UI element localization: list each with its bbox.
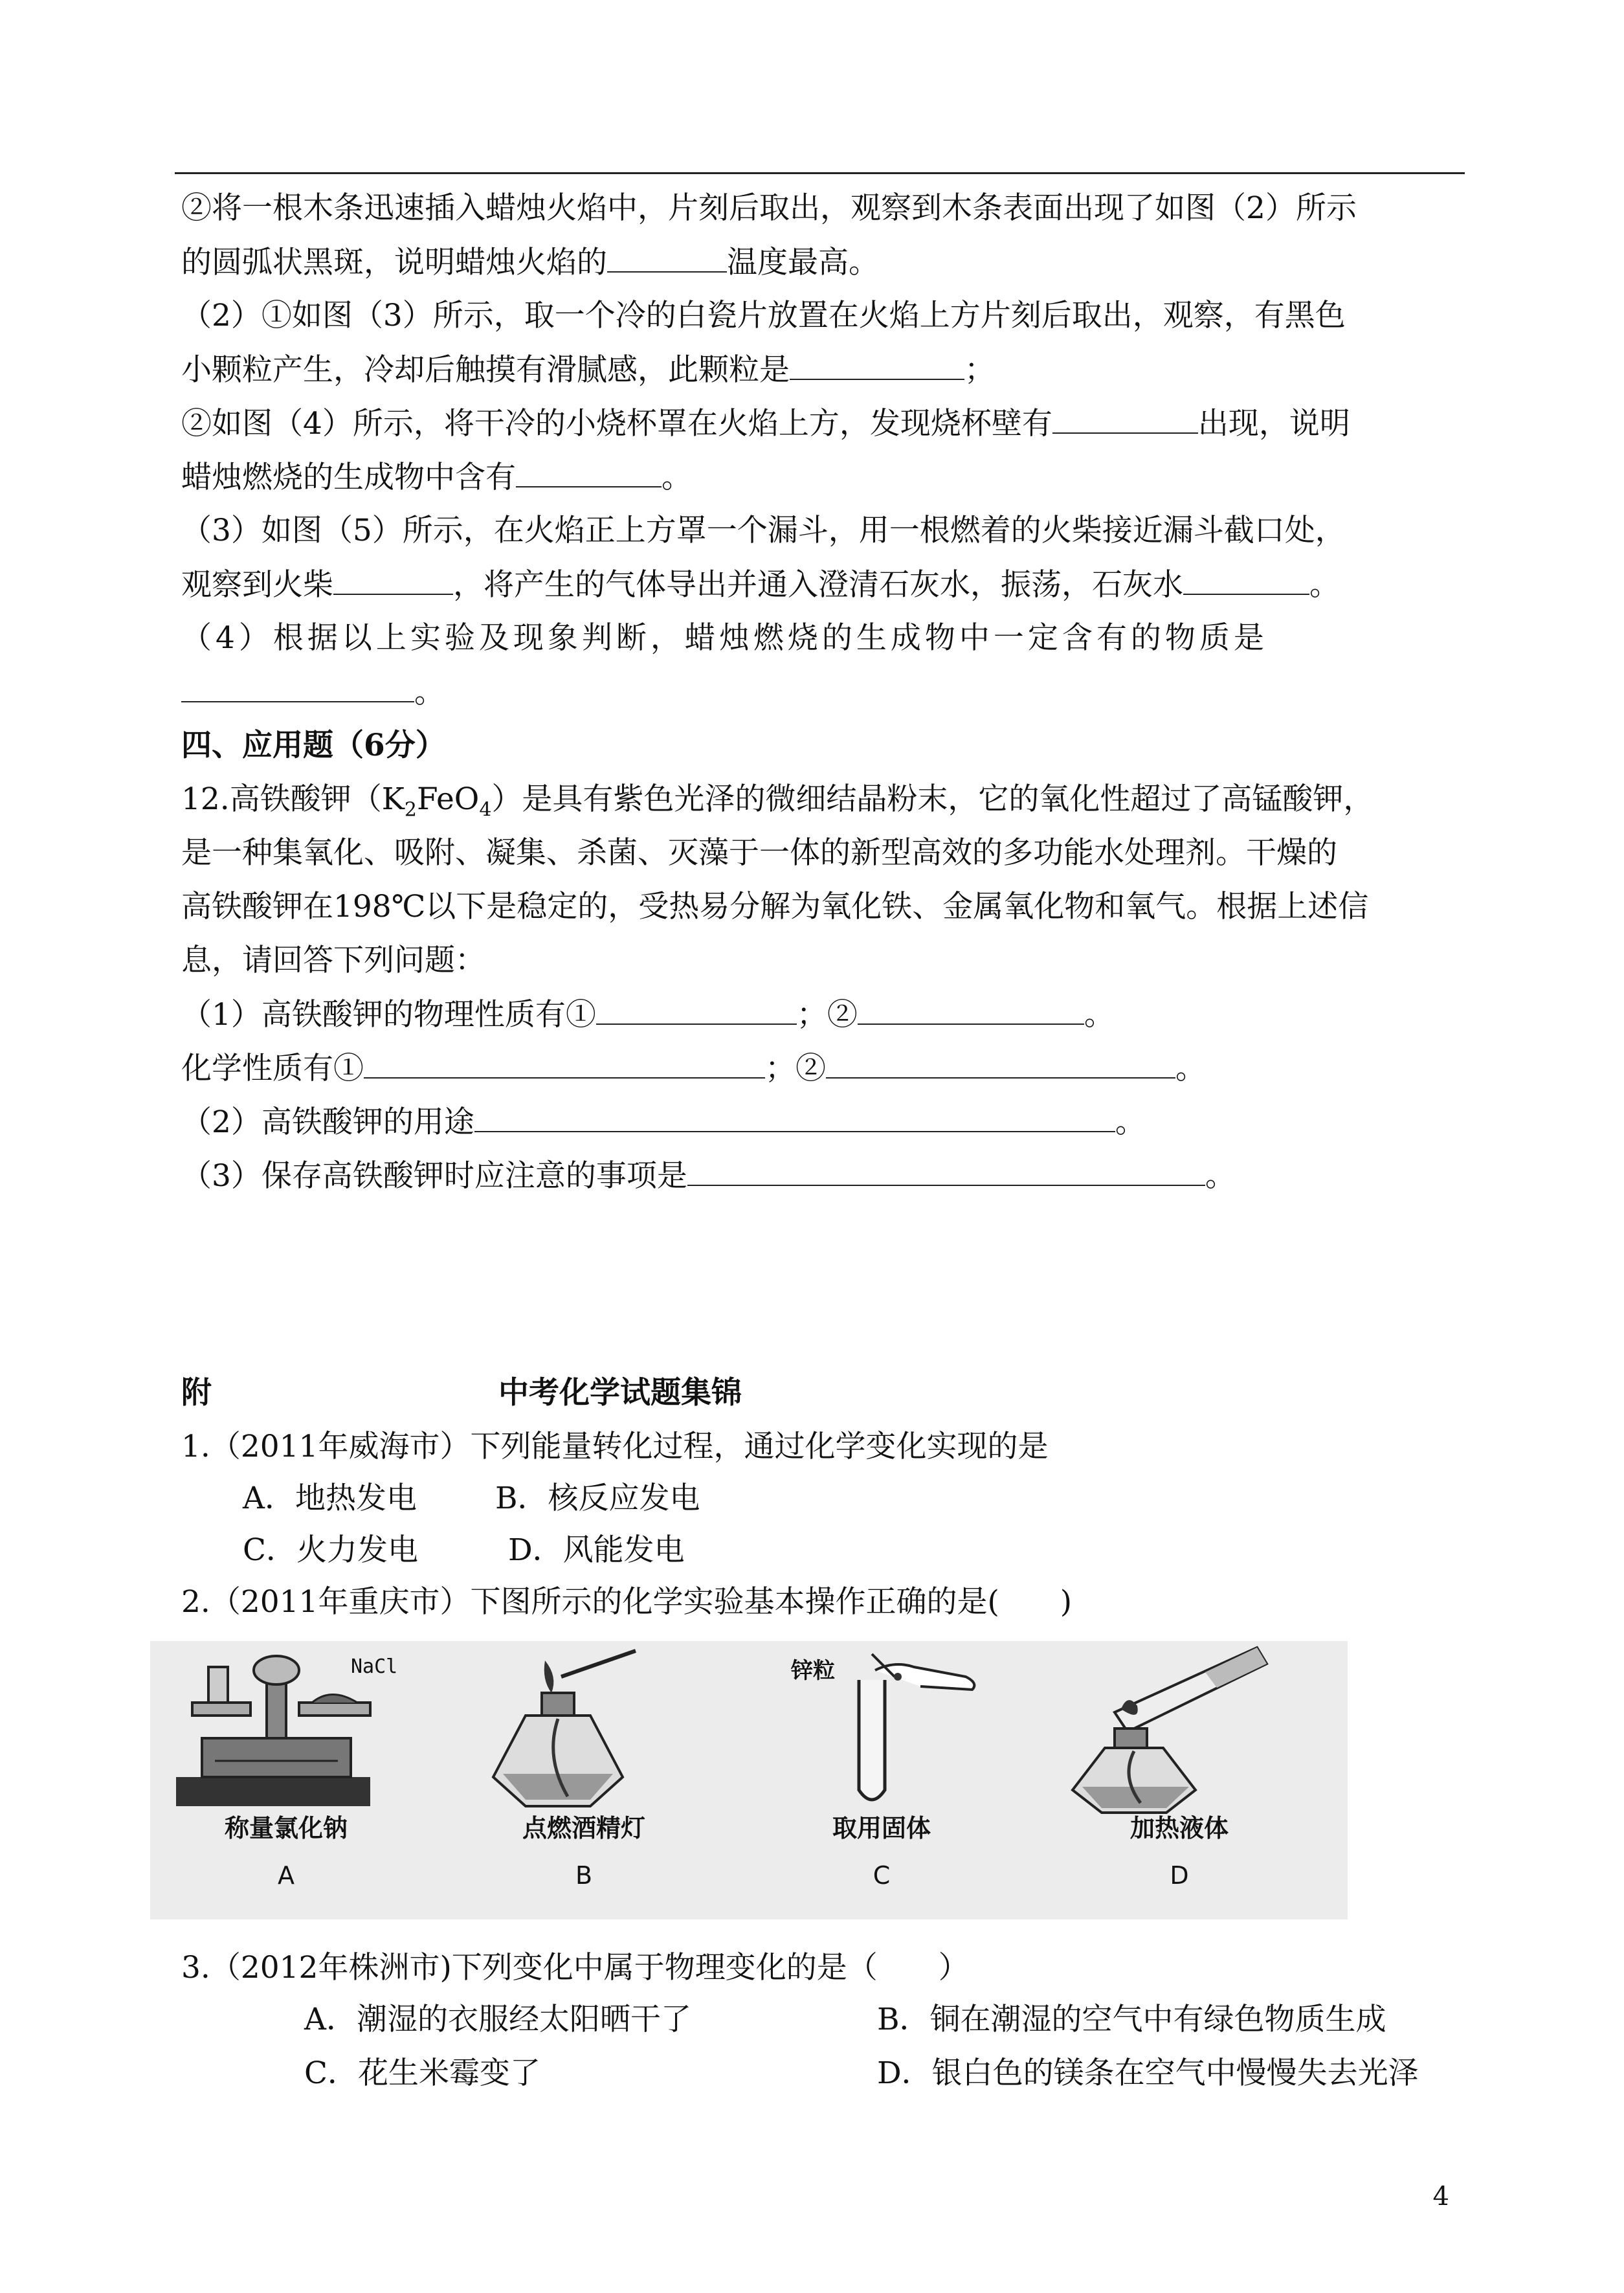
alcohol-lamp-illustration: [448, 1641, 720, 1835]
q12-answer-physical: （1）高铁酸钾的物理性质有① ；② 。: [181, 995, 1115, 1035]
panel-b-lamp[interactable]: [448, 1641, 720, 1919]
q12-answer-chemical: 化学性质有① ；② 。: [181, 1049, 1206, 1088]
panel-c-test-tube[interactable]: [746, 1641, 1018, 1919]
q3-option-a[interactable]: A．潮湿的衣服经太阳晒干了: [304, 2002, 691, 2037]
q11-s4-line1: （4）根据以上实验及现象判断，蜡烛燃烧的生成物中一定含有的物质是: [181, 620, 1268, 656]
answer-blank[interactable]: [790, 350, 964, 380]
q11-s3-line2: 观察到火柴 ，将产生的气体导出并通入澄清石灰水，振荡，石灰水 。: [181, 565, 1340, 605]
q12-answer-storage: （3）保存高铁酸钾时应注意的事项是 。: [181, 1156, 1236, 1196]
caption-d: 加热液体: [1129, 1814, 1229, 1842]
answer-blank[interactable]: [364, 1049, 765, 1079]
answer-blank[interactable]: [474, 1102, 1115, 1132]
q11-s4-line2: 。: [181, 673, 445, 712]
letter-c: C: [873, 1861, 891, 1890]
q12-line4: 息，请回答下列问题：: [181, 943, 485, 978]
q11-p2-line2: 的圆弧状黑斑，说明蜡烛火焰的 温度最高。: [181, 243, 879, 282]
appendix-q1-stem: 1.（2011年威海市）下列能量转化过程，通过化学变化实现的是: [181, 1429, 1049, 1464]
q12-line3: 高铁酸钾在198℃以下是稳定的，受热易分解为氧化铁、金属氧化物和氧气。根据上述信: [181, 889, 1369, 924]
answer-blank[interactable]: [596, 995, 797, 1025]
answer-blank[interactable]: [333, 565, 453, 595]
appendix-title: 中考化学试题集锦: [498, 1375, 742, 1411]
panel-a-balance[interactable]: [163, 1641, 435, 1919]
q1-option-b[interactable]: B．核反应发电: [495, 1481, 700, 1516]
answer-blank[interactable]: [1052, 404, 1198, 434]
appendix-label: 附: [181, 1375, 212, 1411]
letter-b: B: [575, 1861, 593, 1890]
letter-d: D: [1170, 1861, 1189, 1890]
q11-p2-line1: ②将一根木条迅速插入蜡烛火焰中，片刻后取出，观察到木条表面出现了如图（2）所示: [181, 190, 1357, 226]
q12-line2: 是一种集氧化、吸附、凝集、杀菌、灭藻于一体的新型高效的多功能水处理剂。干燥的: [181, 835, 1337, 871]
appendix-q2-stem: 2.（2011年重庆市）下图所示的化学实验基本操作正确的是( ): [181, 1584, 1073, 1620]
q11-s2-line2: 小颗粒产生，冷却后触摸有滑腻感，此颗粒是 ；: [181, 350, 995, 390]
q1-option-a[interactable]: A．地热发电: [243, 1481, 417, 1516]
q11-s2b-line1: ②如图（4）所示，将干冷的小烧杯罩在火焰上方，发现烧杯壁有 出现，说明: [181, 404, 1350, 443]
q3-option-d[interactable]: D．银白色的镁条在空气中慢慢失去光泽: [877, 2055, 1419, 2091]
answer-blank[interactable]: [858, 995, 1084, 1025]
nacl-label: NaCl: [351, 1655, 398, 1678]
caption-b: 点燃酒精灯: [522, 1814, 645, 1842]
q11-s3-line1: （3）如图（5）所示，在火焰正上方罩一个漏斗，用一根燃着的火柴接近漏斗截口处，: [181, 513, 1346, 548]
lab-operations-figure: [150, 1641, 1348, 1919]
letter-a: A: [278, 1861, 295, 1890]
answer-blank[interactable]: [516, 458, 662, 487]
answer-blank[interactable]: [687, 1156, 1205, 1186]
zinc-label: 锌粒: [791, 1658, 835, 1684]
answer-blank[interactable]: [181, 673, 414, 702]
q12-line1: 12.高铁酸钾$(K_2FeO_4)$是具有紫色光泽的微细结晶粉末，它的氧化性超过了高锰酸钾，: [181, 781, 1374, 822]
caption-a: 称量氯化钠: [224, 1814, 348, 1842]
answer-blank[interactable]: [826, 1049, 1175, 1079]
test-tube-illustration: [746, 1641, 1018, 1835]
q11-s2-line1: （2）①如图（3）所示，取一个冷的白瓷片放置在火焰上方片刻后取出，观察，有黑色: [181, 298, 1346, 333]
caption-c: 取用固体: [832, 1814, 931, 1842]
appendix-q3-stem: 3.（2012年株洲市)下列变化中属于物理变化的是（ ）: [181, 1950, 969, 1985]
header-rule: [175, 172, 1465, 174]
answer-blank[interactable]: [607, 243, 727, 273]
q3-option-c[interactable]: C．花生米霉变了: [304, 2055, 540, 2091]
q3-option-b[interactable]: B．铜在潮湿的空气中有绿色物质生成: [877, 2002, 1386, 2037]
heating-liquid-illustration: [1043, 1641, 1328, 1835]
q1-option-c[interactable]: C．火力发电: [243, 1532, 418, 1568]
q12-answer-use: （2）高铁酸钾的用途 。: [181, 1102, 1146, 1142]
q11-s2b-line2: 蜡烛燃烧的生成物中含有 。: [181, 458, 692, 497]
q1-option-d[interactable]: D．风能发电: [508, 1532, 685, 1568]
answer-blank[interactable]: [1183, 565, 1309, 595]
section-heading: 四、应用题（6分）: [181, 728, 446, 763]
page-number: 4: [1432, 2182, 1449, 2211]
panel-d-heating[interactable]: [1043, 1641, 1315, 1919]
